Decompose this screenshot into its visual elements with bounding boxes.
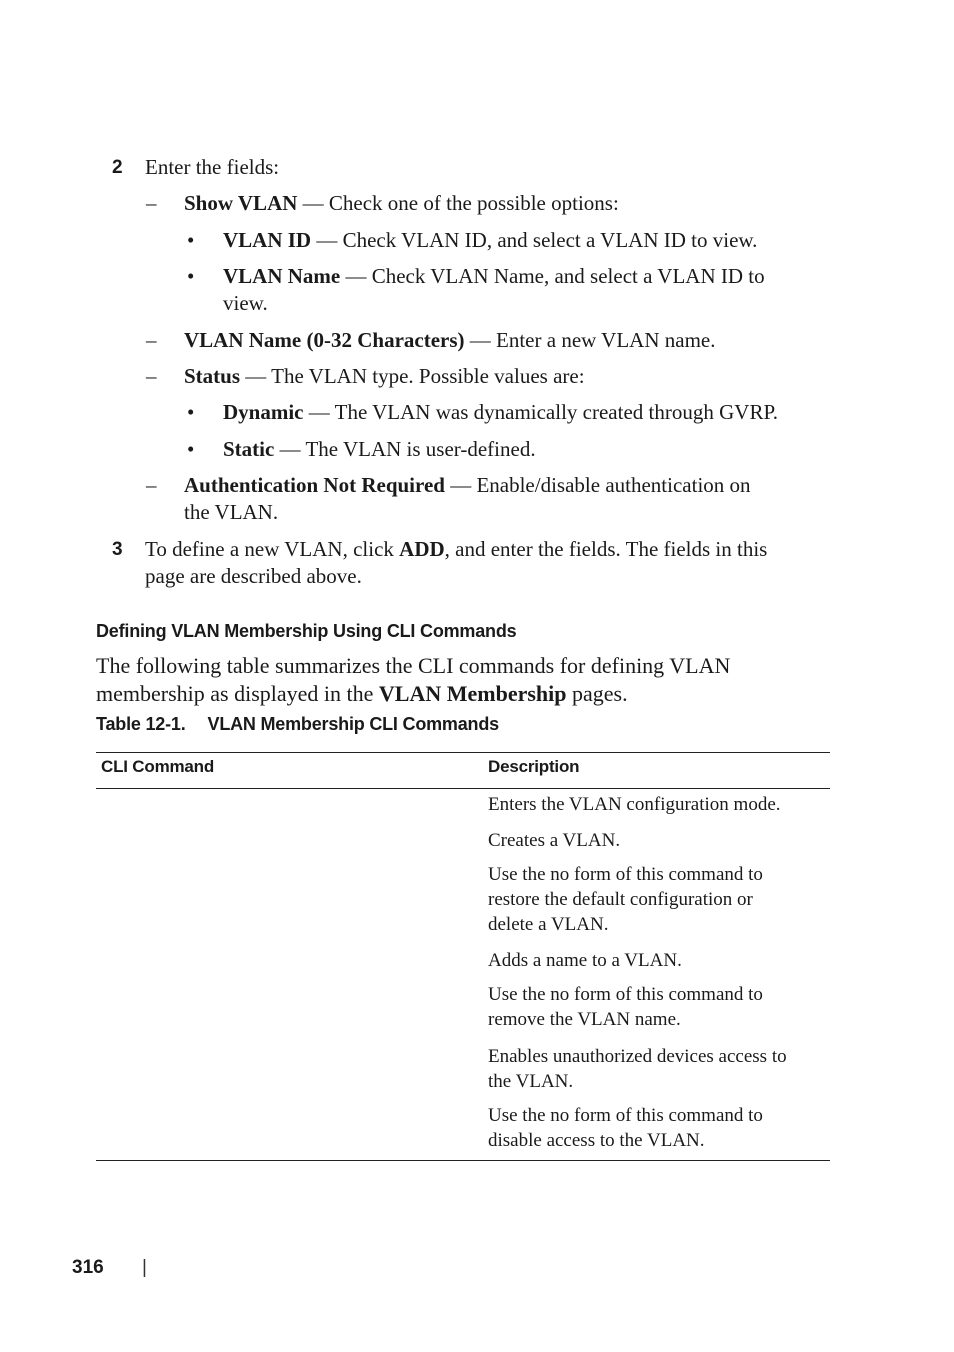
field-name: Status [184, 364, 241, 388]
bullet-marker: • [187, 264, 195, 288]
field-description: — Enable/disable authentication on [444, 473, 751, 497]
vlan-name-option [223, 263, 765, 290]
intro-line-1: The following table summarizes the CLI commands for defining VLAN [96, 653, 731, 678]
description-line: the VLAN. [488, 1071, 574, 1092]
dynamic-option [223, 399, 778, 426]
intro-text-a: membership as displayed in the [96, 681, 379, 706]
description-line: Creates a VLAN. [488, 830, 621, 851]
description-line: Use the no form of this command to [488, 984, 763, 1005]
field-description-cont: the VLAN. [184, 500, 279, 524]
header-cli-command: CLI Command [101, 757, 215, 776]
dash-marker: – [146, 364, 157, 388]
table-row [488, 862, 824, 937]
footer-separator: | [142, 1257, 147, 1278]
option-name: Static [223, 437, 275, 461]
field-name: Show VLAN [184, 191, 298, 215]
description-line: Adds a name to a VLAN. [488, 950, 682, 971]
field-name: Authentication Not Required [184, 473, 445, 497]
description-line: restore the default configuration or [488, 889, 753, 910]
dash-marker: – [146, 191, 157, 215]
show-vlan-item [184, 190, 619, 217]
intro-text-b: pages. [566, 681, 628, 706]
static-option [223, 436, 536, 463]
table-caption-label: Table 12-1. [96, 714, 186, 734]
description-line: remove the VLAN name. [488, 1009, 681, 1030]
table-header-rule [96, 788, 830, 789]
field-name: VLAN Name (0-32 Characters) [184, 328, 465, 352]
step-2-text: Enter the fields: [145, 155, 280, 179]
option-description: — The VLAN is user-defined. [274, 437, 536, 461]
option-description-cont: view. [223, 291, 268, 315]
description-line: Enters the VLAN configuration mode. [488, 794, 781, 815]
bullet-marker: • [187, 228, 195, 252]
option-description: — Check VLAN ID, and select a VLAN ID to view. [311, 228, 758, 252]
option-description: — The VLAN was dynamically created through GVRP. [303, 400, 779, 424]
table-bottom-rule [96, 1160, 830, 1161]
field-description: — The VLAN type. Possible values are: [240, 364, 585, 388]
description-line: Use the no form of this command to [488, 1105, 763, 1126]
step-3-text-a: To define a new VLAN, click [145, 537, 400, 561]
option-name: VLAN Name [223, 264, 341, 288]
auth-item [184, 472, 751, 499]
table-row [488, 1044, 824, 1094]
field-description: — Check one of the possible options: [297, 191, 619, 215]
field-description: — Enter a new VLAN name. [464, 328, 716, 352]
vlan-id-option [223, 227, 757, 254]
table-row [488, 1103, 824, 1153]
table-row [488, 828, 824, 853]
option-name: VLAN ID [223, 228, 312, 252]
step-3-text [145, 536, 767, 563]
table-caption [96, 713, 499, 735]
bullet-marker: • [187, 437, 195, 461]
description-line: disable access to the VLAN. [488, 1130, 705, 1151]
table-row [488, 982, 824, 1032]
status-item [184, 363, 585, 390]
table-caption-title: VLAN Membership CLI Commands [207, 714, 499, 734]
step-number-2: 2 [112, 157, 123, 178]
add-keyword: ADD [399, 537, 445, 561]
page-number: 316 [72, 1257, 104, 1278]
section-heading: Defining VLAN Membership Using CLI Commands [96, 621, 517, 641]
step-3-text-b: , and enter the fields. The fields in this [444, 537, 768, 561]
option-description: — Check VLAN Name, and select a VLAN ID to [340, 264, 765, 288]
option-name: Dynamic [223, 400, 304, 424]
table-row [488, 792, 824, 817]
vlan-name-field-item [184, 327, 715, 354]
table-row [488, 948, 824, 973]
dash-marker: – [146, 328, 157, 352]
step-number-3: 3 [112, 539, 123, 560]
header-description: Description [488, 757, 580, 776]
description-line: delete a VLAN. [488, 914, 609, 935]
bullet-marker: • [187, 400, 195, 424]
intro-line-2 [96, 680, 628, 707]
intro-bold: VLAN Membership [378, 681, 567, 706]
description-line: Use the no form of this command to [488, 864, 763, 885]
description-line: Enables unauthorized devices access to [488, 1046, 787, 1067]
step-3-text-cont: page are described above. [145, 564, 362, 588]
table-top-rule [96, 752, 830, 753]
dash-marker: – [146, 473, 157, 497]
